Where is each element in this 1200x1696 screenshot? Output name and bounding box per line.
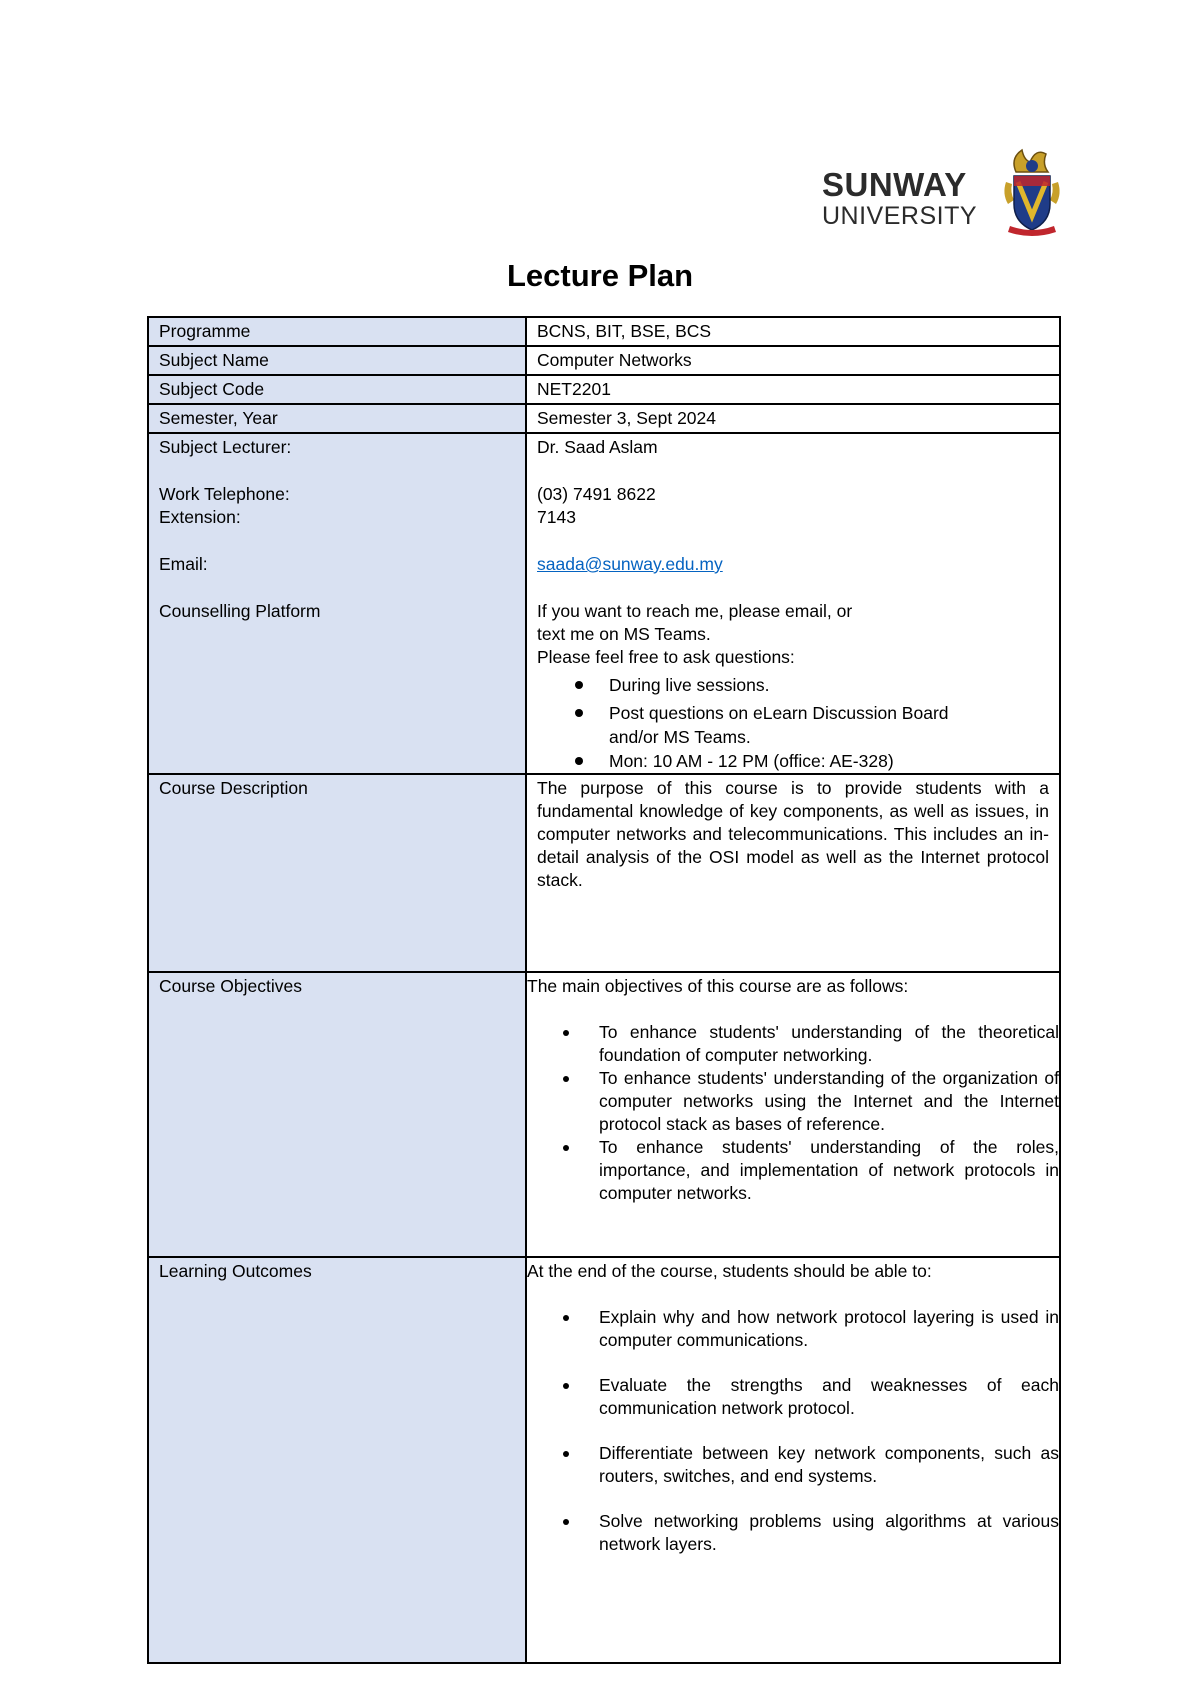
list-item: Evaluate the strengths and weaknesses of each communication network protocol. [599, 1375, 1059, 1418]
programme-label: Programme [148, 317, 526, 346]
crest-icon [1002, 142, 1062, 240]
contact-values [526, 433, 1060, 774]
list-spacer [599, 1352, 1059, 1374]
subject-code-label: Subject Code [148, 375, 526, 404]
telephone-label: Work Telephone: [159, 484, 290, 504]
outcomes-intro: At the end of the course, students should be able to: [527, 1261, 932, 1281]
list-item: To enhance students' understanding of the theoretical foundation of computer networking. [599, 1022, 1059, 1065]
list-spacer [599, 1420, 1059, 1442]
list-item: Differentiate between key network components, such as routers, switches, and end systems. [599, 1443, 1059, 1486]
subject-name-value: Computer Networks [526, 346, 1060, 375]
email-link[interactable]: saada@sunway.edu.my [537, 554, 723, 574]
lecturer-label: Subject Lecturer: [159, 437, 292, 457]
list-item: To enhance students' understanding of the roles, importance, and implementation of network protocols in computer networks. [599, 1137, 1059, 1203]
list-item: Explain why and how network protocol layering is used in computer communications. [599, 1307, 1059, 1350]
extension-label: Extension: [159, 507, 241, 527]
learning-outcomes-label: Learning Outcomes [148, 1257, 526, 1663]
list-item: During live sessions. [609, 673, 1049, 697]
counselling-line-2: text me on MS Teams. [537, 624, 711, 644]
table-row [148, 433, 1060, 774]
learning-outcomes-cell [526, 1257, 1060, 1663]
course-objectives-label: Course Objectives [148, 972, 526, 1257]
university-logo [820, 140, 1060, 240]
page-title: Lecture Plan [506, 258, 694, 293]
counselling-list [537, 673, 1049, 773]
lecture-plan-table [147, 316, 1061, 1664]
objectives-list [527, 1021, 1059, 1205]
list-item: Solve networking problems using algorithms at various network layers. [599, 1511, 1059, 1554]
logo-wordmark-bottom: UNIVERSITY [822, 202, 978, 230]
table-row [148, 375, 1060, 404]
list-item: Post questions on eLearn Discussion Board and/or MS Teams. [609, 701, 969, 749]
counselling-label: Counselling Platform [159, 601, 321, 621]
subject-name-label: Subject Name [148, 346, 526, 375]
list-spacer [599, 1488, 1059, 1510]
table-row [148, 404, 1060, 433]
logo-wordmark-top: SUNWAY [822, 166, 967, 203]
lecturer-name: Dr. Saad Aslam [537, 437, 658, 457]
objectives-intro: The main objectives of this course are as follows: [527, 976, 909, 996]
table-row [148, 972, 1060, 1257]
table-row [148, 1257, 1060, 1663]
list-item: To enhance students' understanding of the organization of computer networks using the Internet and the Internet protocol stack as bases of reference. [599, 1068, 1059, 1134]
counselling-line-3: Please feel free to ask questions: [537, 647, 795, 667]
table-row [148, 346, 1060, 375]
course-description-text: The purpose of this course is to provide students with a fundamental knowledge of key components, as well as issues, in computer networks and telecommunications. This includes an in-detail analysis of the OSI model as well as the Internet protocol stack. [526, 774, 1060, 972]
course-objectives-cell [526, 972, 1060, 1257]
programme-value: BCNS, BIT, BSE, BCS [526, 317, 1060, 346]
semester-label: Semester, Year [148, 404, 526, 433]
list-item: Mon: 10 AM - 12 PM (office: AE-328) [609, 749, 1049, 773]
outcomes-list [527, 1306, 1059, 1556]
semester-value: Semester 3, Sept 2024 [526, 404, 1060, 433]
contact-labels [148, 433, 526, 774]
table-row [148, 774, 1060, 972]
extension-value: 7143 [537, 507, 576, 527]
table-row [148, 317, 1060, 346]
course-description-label: Course Description [148, 774, 526, 972]
subject-code-value: NET2201 [526, 375, 1060, 404]
counselling-line-1: If you want to reach me, please email, or [537, 601, 853, 621]
email-label: Email: [159, 554, 208, 574]
telephone-value: (03) 7491 8622 [537, 484, 656, 504]
